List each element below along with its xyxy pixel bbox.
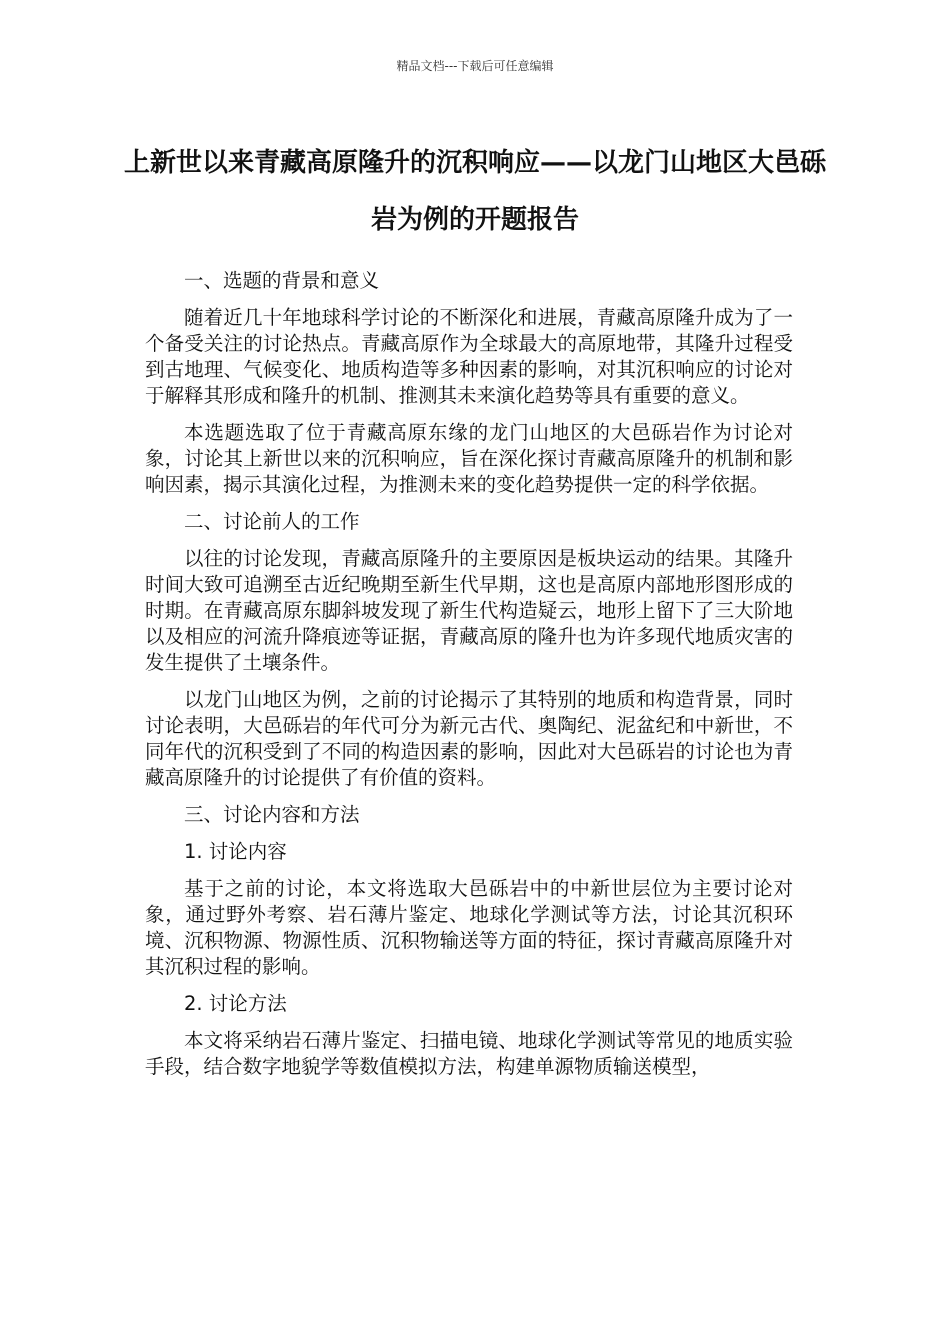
- page-header-watermark: 精品文档---下载后可任意编辑: [396, 59, 554, 73]
- section-heading-background: 一、选题的背景和意义: [184, 269, 380, 292]
- paragraph: 本选题选取了位于青藏高原东缘的龙门山地区的大邑砾岩作为讨论对象，讨论其上新世以来的沉积响应，旨在深化探讨青藏高原隆升的机制和影响因素，揭示其演化过程，为推测未来的变化趋势提供一定的科学依据。: [145, 421, 793, 496]
- subsection-heading-methods: 2. 讨论方法: [184, 992, 287, 1015]
- section-heading-previous-work: 二、讨论前人的工作: [184, 510, 360, 533]
- subsection-heading-content: 1. 讨论内容: [184, 840, 287, 863]
- paragraph: 本文将采纳岩石薄片鉴定、扫描电镜、地球化学测试等常见的地质实验手段，结合数字地貌学等数值模拟方法，构建单源物质输送模型，: [145, 1029, 793, 1078]
- paragraph: 以往的讨论发现，青藏高原隆升的主要原因是板块运动的结果。其隆升时间大致可追溯至古近纪晚期至新生代早期，这也是高原内部地形图形成的时期。在青藏高原东脚斜坡发现了新生代构造疑云，地形上留下了三大阶地以及相应的河流升降痕迹等证据，青藏高原的隆升也为许多现代地质灾害的发生提供了土壤条件。: [145, 547, 793, 674]
- section-heading-content-methods: 三、讨论内容和方法: [184, 803, 360, 826]
- paragraph: 基于之前的讨论，本文将选取大邑砾岩中的中新世层位为主要讨论对象，通过野外考察、岩石薄片鉴定、地球化学测试等方法，讨论其沉积环境、沉积物源、物源性质、沉积物输送等方面的特征，探讨青藏高原隆升对其沉积过程的影响。: [145, 877, 793, 978]
- paragraph: 随着近几十年地球科学讨论的不断深化和进展，青藏高原隆升成为了一个备受关注的讨论热点。青藏高原作为全球最大的高原地带，其隆升过程受到古地理、气候变化、地质构造等多种因素的影响，对其沉积响应的讨论对于解释其形成和隆升的机制、推测其未来演化趋势等具有重要的意义。: [145, 306, 793, 407]
- document-title: 上新世以来青藏高原隆升的沉积响应——以龙门山地区大邑砾岩为例的开题报告: [123, 148, 826, 235]
- document-body: [145, 268, 793, 1091]
- paragraph: 以龙门山地区为例，之前的讨论揭示了其特别的地质和构造背景，同时讨论表明，大邑砾岩的年代可分为新元古代、奥陶纪、泥盆纪和中新世，不同年代的沉积受到了不同的构造因素的影响，因此对大邑砾岩的讨论也为青藏高原隆升的讨论提供了有价值的资料。: [145, 688, 793, 789]
